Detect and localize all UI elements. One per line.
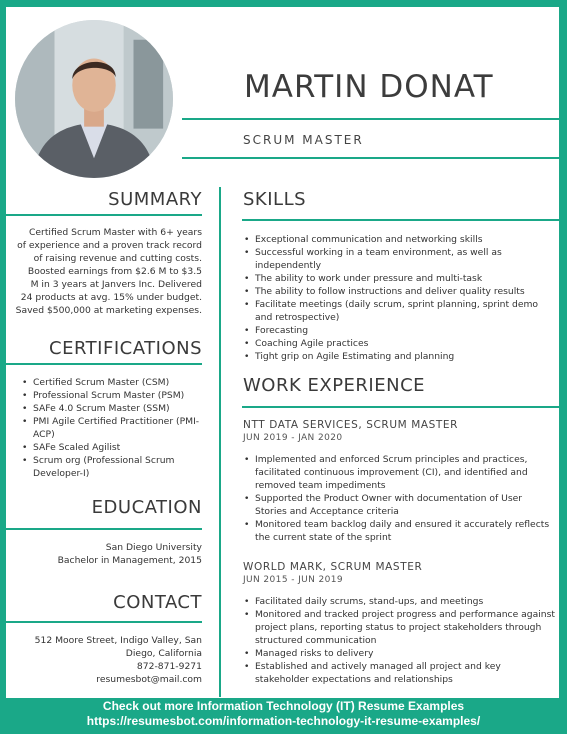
profile-photo [15,20,173,178]
summary-text [12,226,202,317]
contact-phone: 872-871-9271 [136,661,202,672]
contact-heading: CONTACT [113,592,202,613]
contact-details [12,634,202,686]
list-item: • Facilitated daily scrums, stand-ups, and meetings [243,595,555,608]
contact-address-line: Diego, California [125,648,202,659]
resume-page [6,7,559,698]
education-degree: Bachelor in Management, 2015 [57,555,202,566]
promo-banner [0,698,567,734]
list-item: • Monitored and tracked project progress and performance against project plans, reporting status to project stakeholders through structured communication [243,608,555,647]
skills-divider [242,219,559,221]
list-item: • Coaching Agile practices [243,337,555,350]
summary-divider [6,214,202,216]
certifications-list [21,376,211,480]
contact-divider [6,621,202,623]
job-duties-list [243,453,555,544]
list-item: • Monitored team backlog daily and ensured it accurately reflects the current state of the sprint [243,518,555,544]
certifications-heading: CERTIFICATIONS [49,338,202,359]
candidate-role: SCRUM MASTER [243,133,364,147]
list-item: • PMI Agile Certified Practitioner (PMI-ACP) [21,415,211,441]
summary-heading: SUMMARY [108,189,202,210]
job-dates: JUN 2015 - JUN 2019 [243,575,344,585]
summary-line: M in 3 years at Janvers Inc. Delivered [30,279,202,290]
education-heading: EDUCATION [91,497,202,518]
contact-address-line: 512 Moore Street, Indigo Valley, San [34,635,202,646]
list-item: • Certified Scrum Master (CSM) [21,376,211,389]
education-divider [6,528,202,530]
candidate-name: MARTIN DONAT [244,69,494,105]
job-title: NTT DATA SERVICES, SCRUM MASTER [243,419,459,431]
work-experience-divider [242,406,559,408]
column-divider [219,187,221,697]
list-item: • The ability to work under pressure and multi-task [243,272,555,285]
skills-heading: SKILLS [243,189,307,210]
promo-banner-link[interactable]: https://resumesbot.com/information-technology-it-resume-examples/ [86,714,481,728]
job-title: WORLD MARK, SCRUM MASTER [243,561,423,573]
list-item: • Professional Scrum Master (PSM) [21,389,211,402]
job-dates: JUN 2019 - JAN 2020 [243,433,343,443]
role-divider [182,157,559,159]
list-item: • Successful working in a team environment, as well as independently [243,246,555,272]
education-school: San Diego University [105,542,202,553]
skills-list [243,233,555,363]
summary-line: of experience and a proven track record [17,240,202,251]
summary-line: Saved $500,000 at marketing expenses. [15,305,202,316]
list-item: • Managed risks to delivery [243,647,555,660]
summary-line: 24 products at avg. 15% under budget. [20,292,202,303]
list-item: • SAFe Scaled Agilist [21,441,211,454]
list-item: • Forecasting [243,324,555,337]
list-item: • Tight grip on Agile Estimating and planning [243,350,555,363]
summary-line: Boosted earnings from $2.6 M to $3.5 [27,266,202,277]
list-item: • Exceptional communication and networking skills [243,233,555,246]
promo-banner-title: Check out more Information Technology (IT) Resume Examples [102,699,465,713]
list-item: • Facilitate meetings (daily scrum, sprint planning, sprint demo and retrospective) [243,298,555,324]
list-item: • SAFe 4.0 Scrum Master (SSM) [21,402,211,415]
certifications-divider [6,363,202,365]
list-item: • The ability to follow instructions and deliver quality results [243,285,555,298]
list-item: • Established and actively managed all project and key stakeholder expectations and relationships [243,660,555,686]
summary-line: of raising revenue and cutting costs. [33,253,202,264]
list-item: • Scrum org (Professional Scrum Developer-I) [21,454,211,480]
job-duties-list [243,595,555,686]
list-item: • Implemented and enforced Scrum principles and practices, facilitated continuous improvement (CI), and identified and removed team impediments [243,453,555,492]
work-experience-heading: WORK EXPERIENCE [243,375,426,396]
list-item: • Supported the Product Owner with documentation of User Stories and Acceptance criteria [243,492,555,518]
education-details [12,541,202,567]
contact-email: resumesbot@mail.com [96,674,202,685]
summary-line: Certified Scrum Master with 6+ years [28,227,202,238]
name-divider [182,118,559,120]
